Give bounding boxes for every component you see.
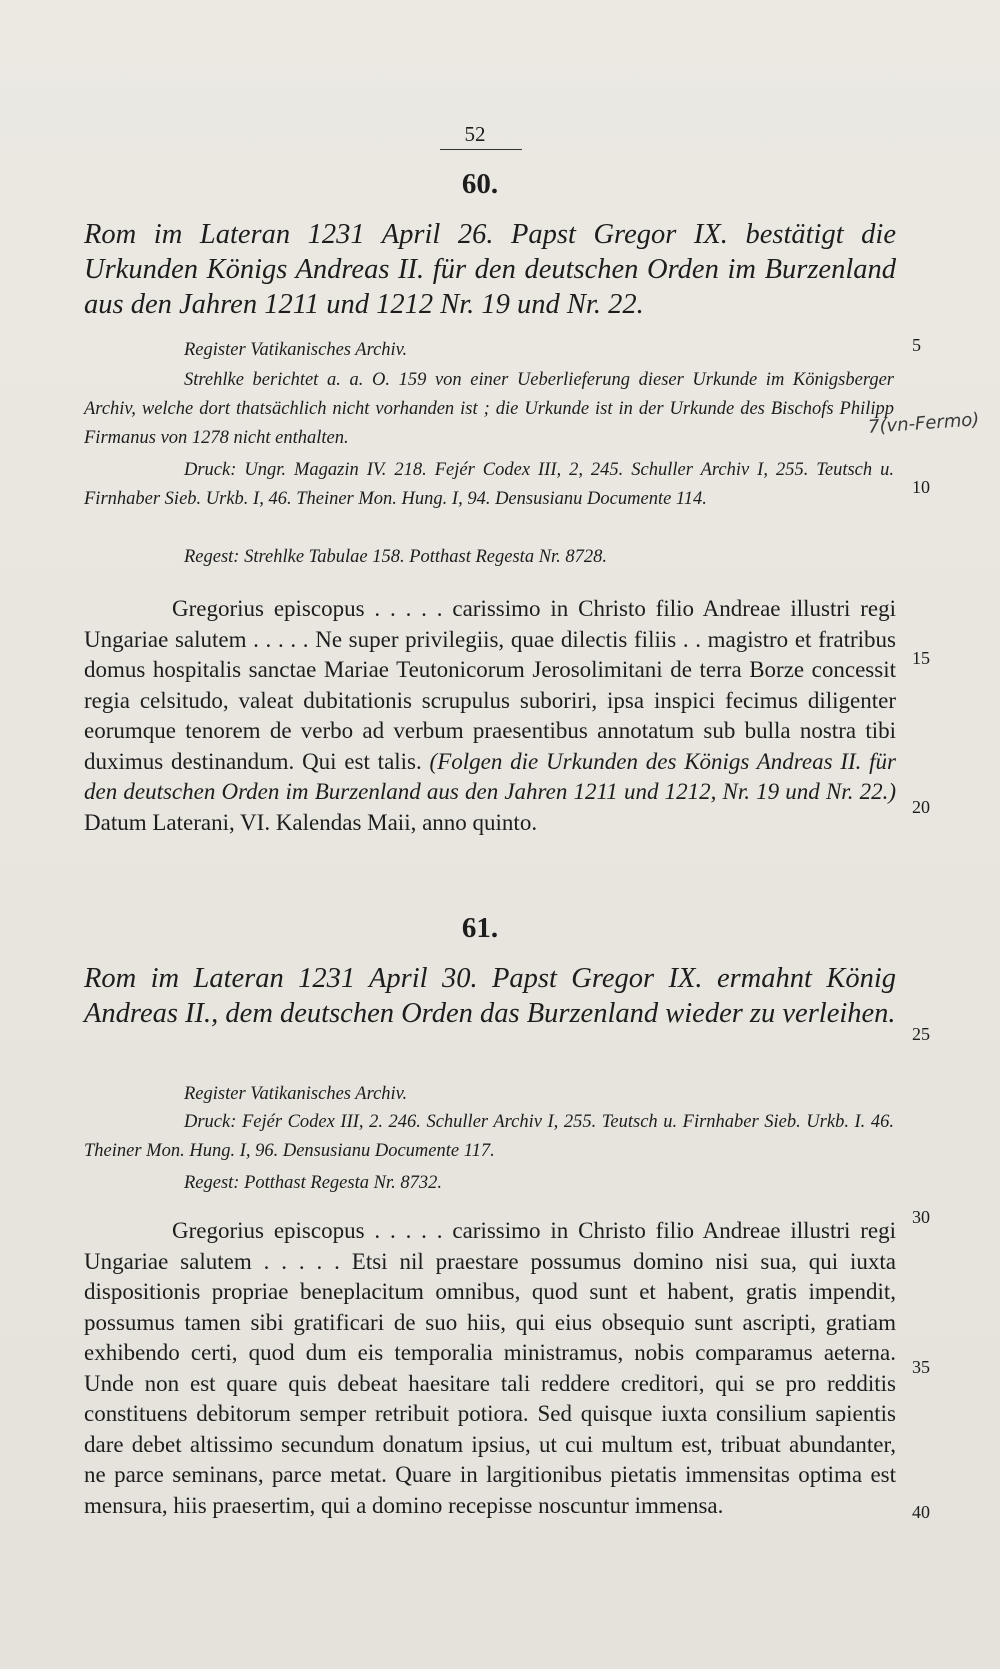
source-note-druck: Druck: Fejér Codex III, 2. 246. Schuller Archiv I, 255. Teutsch u. Firnhaber Sieb. Urkb. I. 46. Theiner Mon. Hung. I, 96. Densusianu Documente 117. xyxy=(84,1112,894,1161)
line-number: 30 xyxy=(912,1207,930,1227)
line-number: 20 xyxy=(912,797,930,817)
document-body-60 xyxy=(84,594,896,838)
line-number: 10 xyxy=(912,477,930,497)
source-note-register: Register Vatikanisches Archiv. xyxy=(184,340,408,360)
line-number: 25 xyxy=(912,1024,930,1044)
line-number: 40 xyxy=(912,1502,930,1522)
source-note-druck: Druck: Ungr. Magazin IV. 218. Fejér Codex III, 2, 245. Schuller Archiv I, 255. Teutsch u. Firnhaber Sieb. Urkb. I, 46. Theiner Mon. Hung. I, 94. Densusianu Documente 114. xyxy=(84,460,894,509)
page-number-rule xyxy=(440,149,522,150)
document-number-61: 61. xyxy=(461,912,499,944)
body-text-italic: (Folgen die Urkunden des Königs Andreas II. für den deutschen Orden im Burzenland aus den Jahren 1211 und 1212, Nr. 19 und Nr. 22.) xyxy=(84,748,897,804)
source-note-regest: Regest: Strehlke Tabulae 158. Potthast Regesta Nr. 8728. xyxy=(184,547,608,567)
source-note-strehlke: Strehlke berichtet a. a. O. 159 von einer Ueberlieferung dieser Urkunde im Königsberger Archiv, welche dort thatsächlich nicht vorhanden ist ; die Urkunde ist in der Urkunde des Bischofs Philipp Firmanus von 1278 nicht enthalten. xyxy=(84,370,894,448)
document-heading-61: Rom im Lateran 1231 April 30. Papst Gregor IX. ermahnt König Andreas II., dem deutschen Orden das Burzenland wieder zu verleihen. xyxy=(84,963,896,1029)
line-number: 15 xyxy=(912,648,930,668)
document-number-60: 60. xyxy=(461,168,499,200)
document-body-61: Gregorius episcopus . . . . . carissimo in Christo filio Andreae illustri regi Ungariae salutem . . . . . Etsi nil praestare possumus domino nisi sua, qui iuxta dispositionis propriae beneplacitum omnibus, quod sunt et habent, gratis impendit, possumus tamen sibi gratificari de suo hiis, qui eius obsequio sunt ascripti, gratiam exhibendo certi, quod dum eis temporalia ministramus, nobis comparamus aeterna. Unde non est quare quis debeat haesitare tali reddere creditori, qui se pro redditis constituens debitorum semper retribuit potiora. Sed quisque iuxta consilium sapientis dare debet altissimo secundum donatum ipsius, ut cui multum est, tribuat abundanter, ne parce seminans, parce metat. Quare in largitionibus pietatis immensitas optima est mensura, hiis praesertim, qui a domino recepisse noscuntur immensa. xyxy=(84,1218,896,1518)
line-number: 35 xyxy=(912,1357,930,1377)
line-number: 5 xyxy=(912,335,921,355)
handwritten-annotation: 7(vn-Fermo) xyxy=(867,409,981,438)
page-number: 52 xyxy=(464,122,486,146)
source-note-register: Register Vatikanisches Archiv. xyxy=(184,1084,408,1104)
document-heading-60: Rom im Lateran 1231 April 26. Papst Gregor IX. bestätigt die Urkunden Königs Andreas II. für den deutschen Orden im Burzenland aus den Jahren 1211 und 1212 Nr. 19 und Nr. 22. xyxy=(84,219,896,320)
body-text-date: Datum Laterani, VI. Kalendas Maii, anno quinto. xyxy=(84,809,538,835)
source-note-regest: Regest: Potthast Regesta Nr. 8732. xyxy=(184,1173,442,1193)
body-text-main: Gregorius episcopus . . . . . carissimo in Christo filio Andreae illustri regi Ungariae salutem . . . . . Ne super privilegiis, quae dilectis filiis . . magistro et fratribus domus hospitalis sanctae Mariae Teutonicorum Jerosolimitani de terra Borze concessit regia celsitudo, valeat dubitationis scrupulus suboriri, ipsa inspici fecimus diligenter eorumque tenorem de verbo ad verbum praesentibus annotatum sub bulla nostra tibi duximus destinandum. Qui est talis. xyxy=(84,596,896,774)
